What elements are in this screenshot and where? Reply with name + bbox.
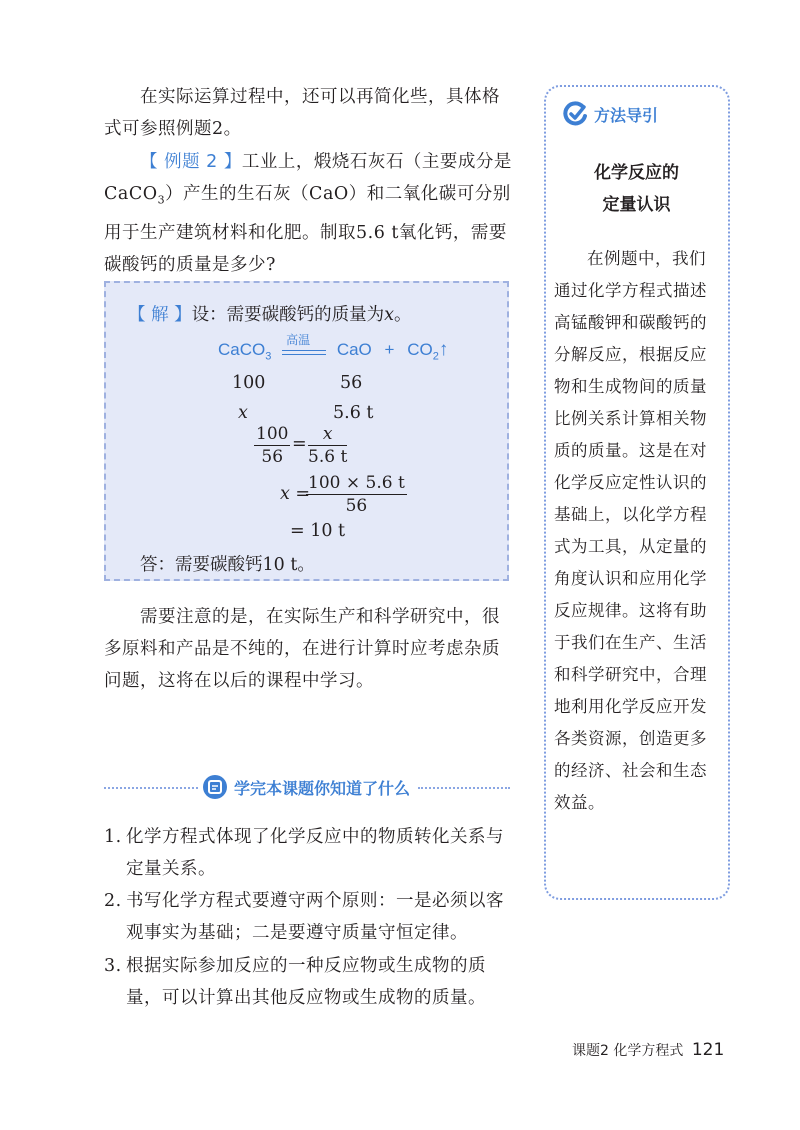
eq-product2-sub: 2 bbox=[432, 350, 439, 363]
example-text-b: ）产生的生石灰（CaO）和二氧化碳可分别用于生产建筑材料和化肥。制取5.6 t氧化钙，需要碳酸钙的质量是多少? bbox=[104, 184, 511, 275]
eq-reactant-sub: 3 bbox=[265, 350, 272, 363]
intro-paragraph: 在实际运算过程中，还可以再简化些，具体格式可参照例题2。 bbox=[104, 87, 500, 139]
example-problem bbox=[104, 146, 514, 281]
eq-product1: CaO bbox=[336, 340, 372, 359]
ratio-eq: = bbox=[292, 434, 307, 454]
ratio-num-right: x bbox=[308, 423, 347, 446]
eq-product2: CO bbox=[407, 340, 433, 359]
summary-item bbox=[104, 950, 514, 1014]
summary-divider-left bbox=[104, 787, 198, 789]
eq-reactant: CaCO bbox=[218, 340, 266, 359]
eq-condition-arrow bbox=[280, 332, 328, 361]
summary-item bbox=[104, 821, 514, 885]
calc-fraction bbox=[306, 472, 407, 517]
solution-var: x bbox=[384, 305, 395, 325]
method-guide-tag: 方法导引 bbox=[594, 106, 659, 125]
eq-plus: + bbox=[384, 340, 395, 359]
example-label: 【 例题 2 】 bbox=[140, 152, 242, 172]
calc-den: 56 bbox=[345, 496, 368, 516]
example-sub: 3 bbox=[157, 193, 166, 207]
eq-condition: 高温 bbox=[286, 332, 311, 347]
summary-item-number: 2. bbox=[104, 891, 122, 911]
mass-reactant: 100 bbox=[232, 373, 266, 393]
summary-item-text: 书写化学方程式要遵守两个原则：一是必须以客观事实为基础；二是要遵守质量守恒定律。 bbox=[126, 891, 504, 943]
ratio-den-left: 56 bbox=[261, 447, 284, 467]
note-paragraph: 需要注意的是，在实际生产和科学研究中，很多原料和产品是不纯的，在进行计算时应考虑杂质问题，这将在以后的课程中学习。 bbox=[104, 607, 500, 691]
example-text-a: 工业上，煅烧石灰石（主要成分是CaCO bbox=[104, 152, 512, 204]
solution-setup-text: 设：需要碳酸钙的质量为 bbox=[191, 305, 385, 325]
solution-setup-end: 。 bbox=[394, 305, 412, 325]
sidebar-title-line1: 化学反应的 bbox=[594, 163, 679, 183]
unknown-var: x bbox=[238, 403, 248, 423]
summary-item-text: 化学方程式体现了化学反应中的物质转化关系与定量关系。 bbox=[126, 827, 504, 879]
ratio-num-left: 100 bbox=[256, 424, 289, 444]
mass-product: 56 bbox=[340, 373, 363, 393]
summary-icon bbox=[202, 774, 228, 800]
method-guide-sidebar bbox=[544, 85, 730, 900]
summary-item bbox=[104, 885, 514, 949]
calc-lhs: x = bbox=[280, 484, 311, 504]
solution-answer: 答：需要碳酸钙10 t。 bbox=[140, 555, 315, 575]
given-mass: 5.6 t bbox=[333, 403, 374, 423]
calc-result: = 10 t bbox=[290, 521, 346, 541]
ratio-right bbox=[308, 423, 347, 468]
solution-label: 【 解 】 bbox=[128, 305, 192, 325]
solution-panel bbox=[104, 281, 509, 581]
method-guide-icon bbox=[562, 101, 588, 127]
summary-divider-right bbox=[418, 787, 510, 789]
page-footer bbox=[572, 1040, 724, 1060]
chemical-equation bbox=[218, 332, 449, 363]
footer-chapter: 课题2 化学方程式 bbox=[572, 1043, 684, 1059]
eq-gas-arrow: ↑ bbox=[438, 339, 449, 360]
calc-num: 100 × 5.6 t bbox=[308, 473, 405, 493]
page-number: 121 bbox=[691, 1040, 725, 1060]
sidebar-title-line2: 定量认识 bbox=[602, 195, 671, 215]
summary-title: 学完本课题你知道了什么 bbox=[234, 779, 411, 798]
sidebar-body: 在例题中，我们通过化学方程式描述高锰酸钾和碳酸钙的分解反应，根据反应物和生成物间的质量比例关系计算相关物质的质量。这是在对化学反应定性认识的基础上，以化学方程式为工具，从定量的角度认识和应用化学反应规律。这将有助于我们在生产、生活和科学研究中，合理地利用化学反应开发各类资源，创造更多的经济、社会和生态效益。 bbox=[554, 249, 707, 812]
ratio-den-right: 5.6 t bbox=[308, 447, 348, 467]
summary-item-number: 1. bbox=[104, 827, 122, 847]
summary-item-text: 根据实际参加反应的一种反应物或生成物的质量，可以计算出其他反应物或生成物的质量。 bbox=[126, 956, 486, 1008]
sidebar-title bbox=[546, 157, 727, 221]
ratio-left bbox=[254, 423, 290, 468]
summary-item-number: 3. bbox=[104, 956, 122, 976]
solution-setup bbox=[128, 301, 412, 326]
